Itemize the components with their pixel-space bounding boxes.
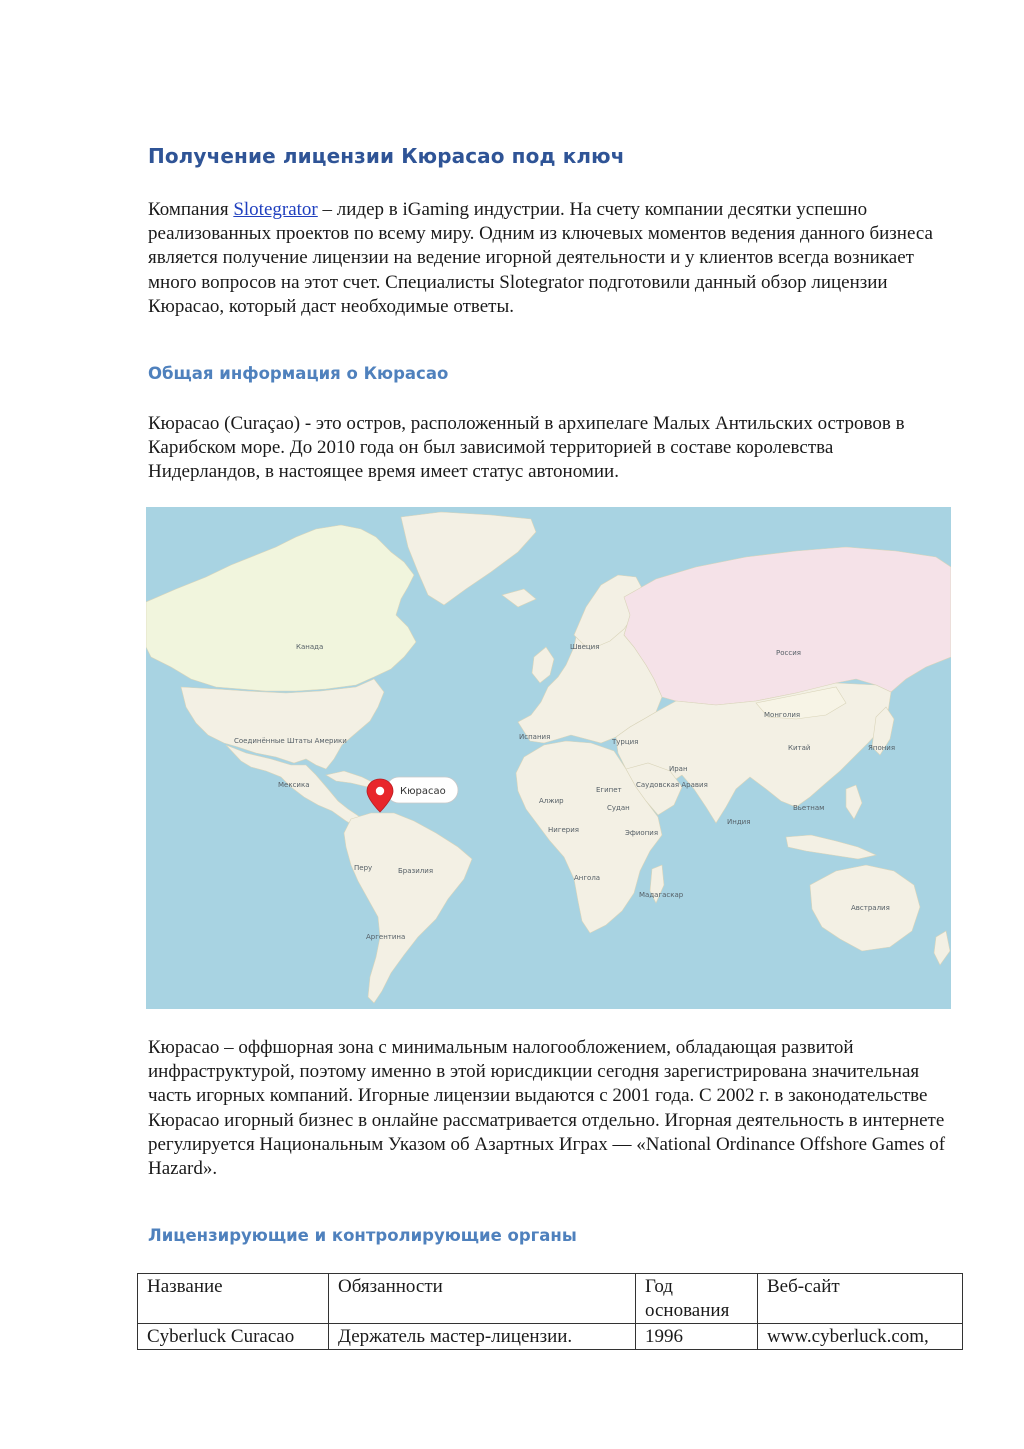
offshore-paragraph: Кюрасао – оффшорная зона с минимальным налогообложением, обладающая развитой инфраструктурой, поэтому именно в этой юрисдикции сегодня зарегистрирована значительная часть игорных компаний. Игорные лицензии выдаются с 2001 года. С 2002 г. в законодательстве Кюрасао игорный бизнес в онлайне рассматривается отдельно. Игорная деятельность в интернете регулируется Национальным Указом об Азартных Играх — «National Ordinance Offshore Games of Hazard».	[148, 1037, 946, 1180]
map-label-usa: Соединённые Штаты Америки	[234, 737, 347, 745]
map-label-iran: Иран	[669, 765, 688, 773]
map-label-sudan: Судан	[607, 804, 630, 812]
licensing-table	[137, 1273, 963, 1350]
map-label-vietnam: Вьетнам	[793, 804, 825, 812]
section-heading-licensing: Лицензирующие и контролирующие органы	[148, 1226, 577, 1245]
map-label-madagascar: Мадагаскар	[639, 891, 684, 899]
table-header-row	[138, 1274, 963, 1324]
world-map[interactable]	[146, 507, 951, 1009]
world-map-svg	[146, 507, 951, 1009]
map-label-turkey: Турция	[612, 738, 639, 746]
marker-label: Кюрасао	[400, 786, 446, 797]
curacao-intro-paragraph: Кюрасао (Curaçao) - это остров, расположенный в архипелаге Малых Антильских островов в Карибском море. До 2010 года он был зависимой территорией в составе королевства Нидерландов, в настоящее время имеет статус автономии.	[148, 413, 905, 483]
map-label-brazil: Бразилия	[398, 867, 434, 875]
map-label-japan: Япония	[868, 744, 896, 752]
map-label-argentina: Аргентина	[366, 933, 406, 941]
map-label-australia: Австралия	[851, 904, 890, 912]
map-label-nigeria: Нигерия	[548, 826, 580, 834]
map-pin-dot	[376, 787, 384, 795]
map-label-ethiopia: Эфиопия	[625, 829, 659, 837]
table-cell-website[interactable]: www.cyberluck.com,	[758, 1324, 963, 1350]
map-label-angola: Ангола	[574, 874, 601, 882]
table-row	[138, 1324, 963, 1350]
table-cell-duties: Держатель мастер-лицензии.	[329, 1324, 636, 1350]
map-label-canada: Канада	[296, 643, 324, 651]
table-header-year: Год основания	[636, 1274, 758, 1324]
slotegrator-link[interactable]: Slotegrator	[233, 199, 318, 220]
table-header-name: Название	[138, 1274, 329, 1324]
section-heading-general-info: Общая информация о Кюрасао	[148, 364, 449, 383]
map-label-china: Китай	[788, 744, 811, 752]
table-header-duties: Обязанности	[329, 1274, 636, 1324]
map-label-peru: Перу	[354, 864, 373, 872]
page-title: Получение лицензии Кюрасао под ключ	[148, 144, 625, 168]
table-cell-name: Cyberluck Curacao	[138, 1324, 329, 1350]
table-cell-year: 1996	[636, 1324, 758, 1350]
table-header-website: Веб-сайт	[758, 1274, 963, 1324]
intro-text-before: Компания	[148, 199, 234, 220]
map-label-mongolia: Монголия	[764, 711, 801, 719]
map-label-mexico: Мексика	[278, 781, 310, 789]
map-label-saudi: Саудовская Аравия	[636, 781, 708, 789]
map-label-algeria: Алжир	[539, 797, 564, 805]
map-label-sweden: Швеция	[570, 643, 600, 651]
map-label-india: Индия	[727, 818, 751, 826]
map-label-egypt: Египет	[596, 786, 622, 794]
map-label-russia: Россия	[776, 649, 801, 657]
intro-text-after: – лидер в iGaming индустрии. На счету компании десятки успешно реализованных проектов по всему миру. Одним из ключевых моментов ведения данного бизнеса является получение лицензии на ведение игорной деятельности и у клиентов всегда возникает много вопросов на этот счет. Специалисты Slotegrator подготовили данный обзор лицензии Кюрасао, который даст необходимые ответы.	[148, 199, 933, 317]
intro-paragraph	[148, 198, 948, 319]
map-label-spain: Испания	[519, 733, 551, 741]
